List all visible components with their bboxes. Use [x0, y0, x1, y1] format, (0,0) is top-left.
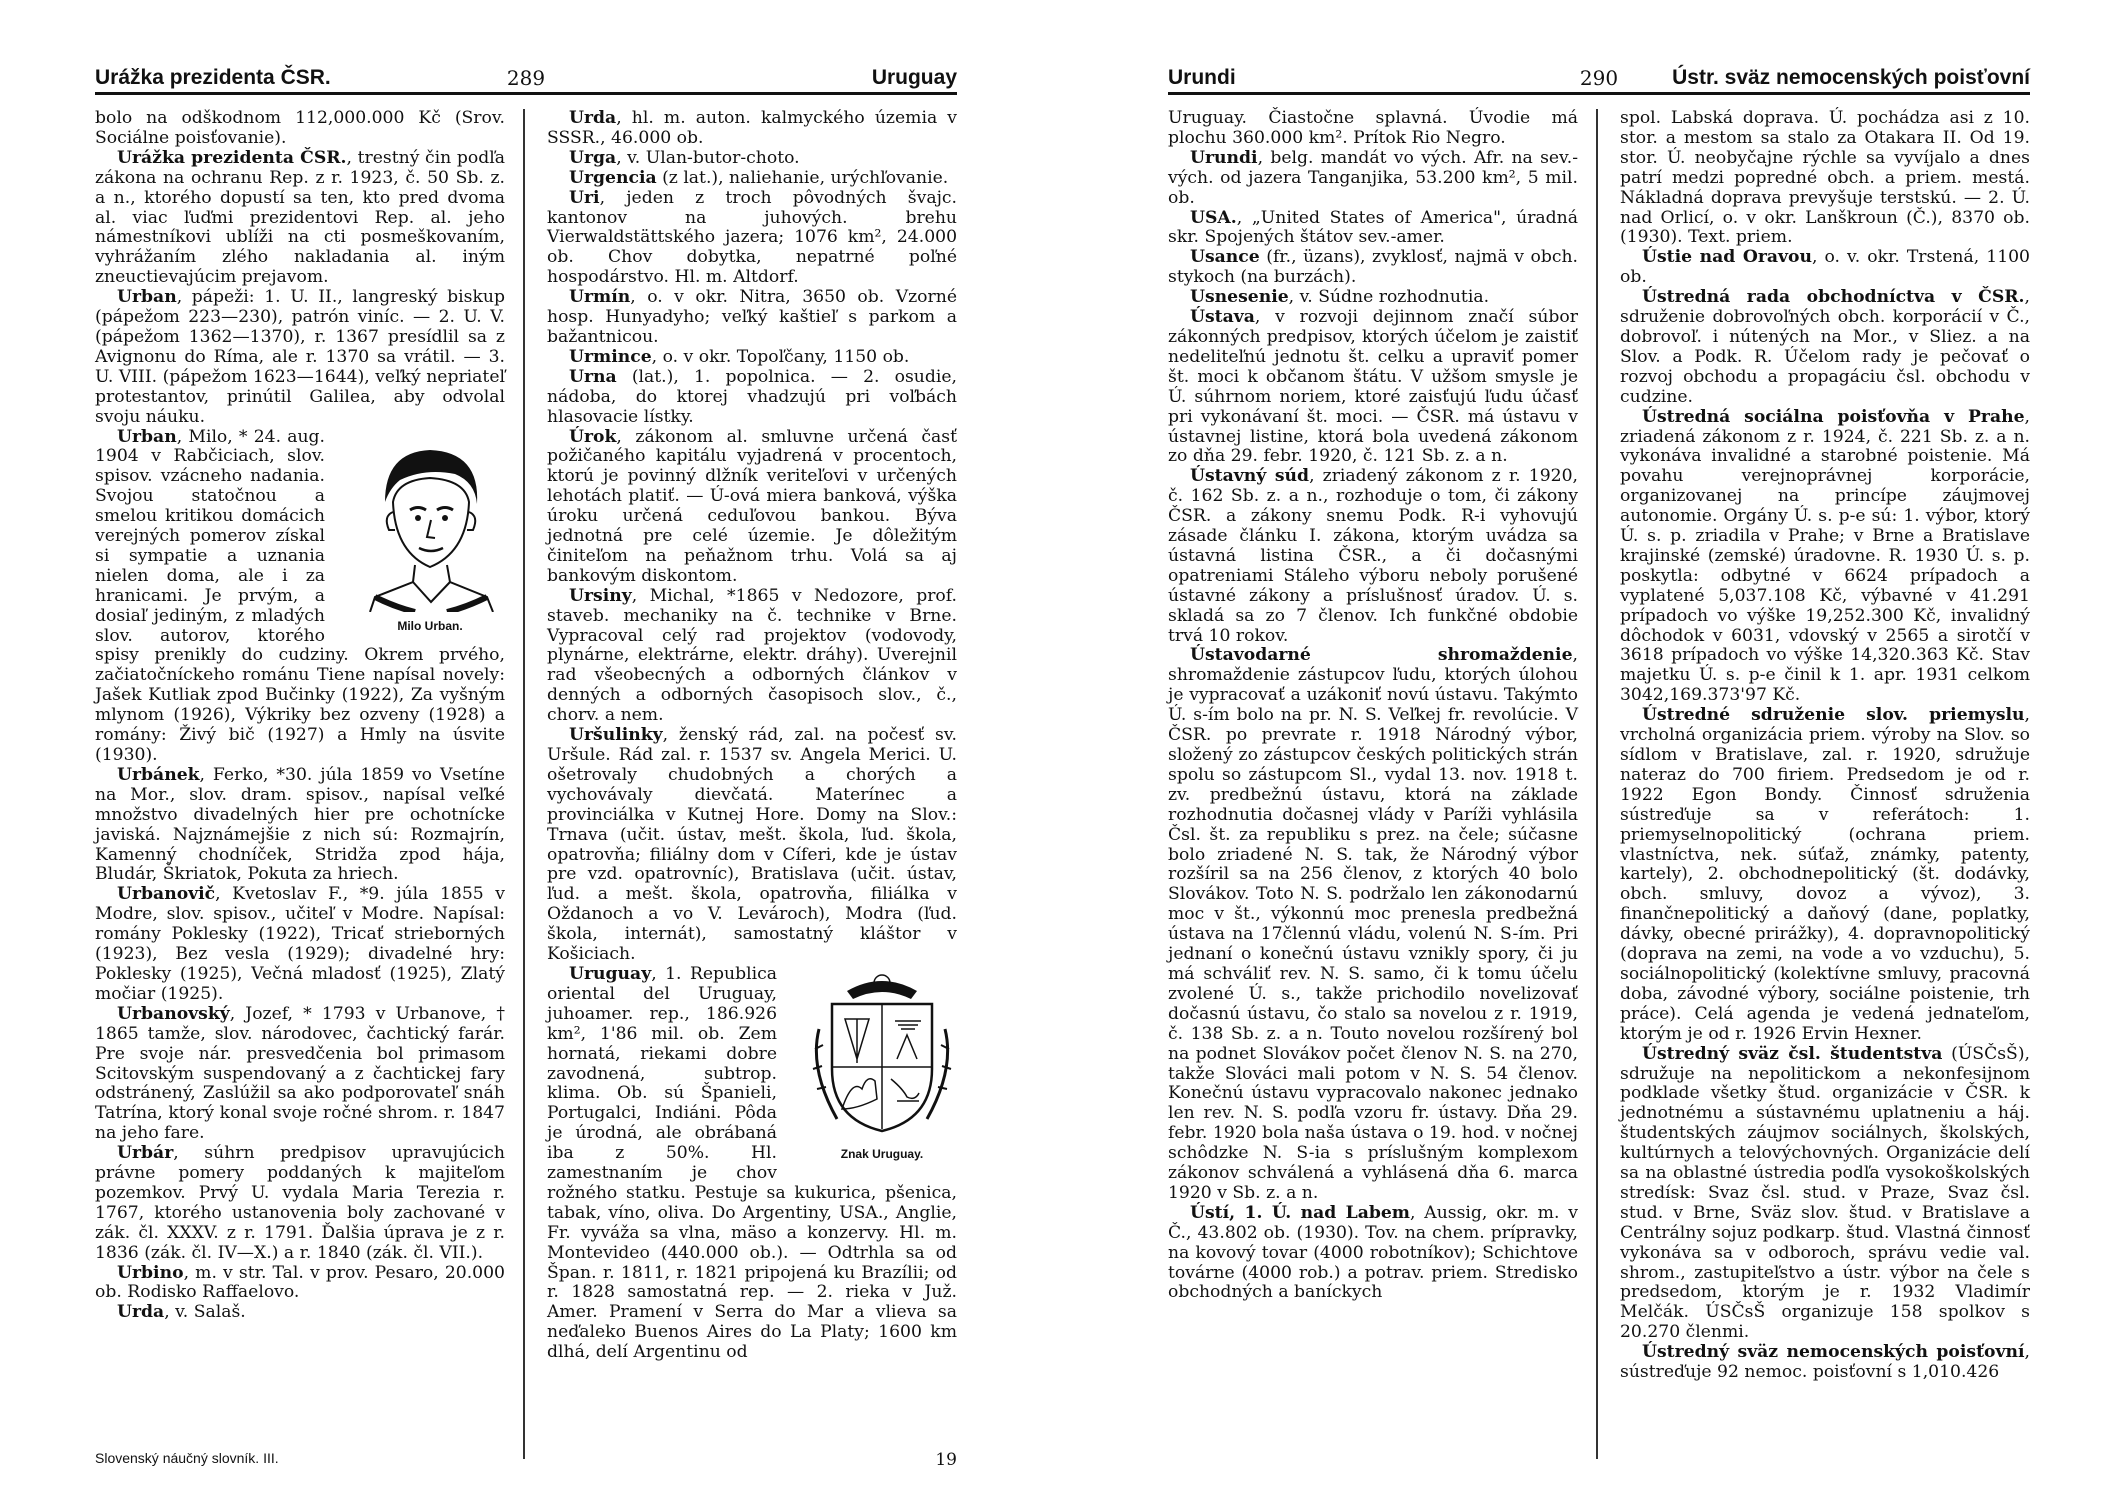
entry-headword: Uri: [569, 187, 600, 208]
dictionary-entry: [1168, 149, 1578, 209]
dictionary-entry: [547, 189, 957, 289]
entry-headword: Ústavný súd: [1190, 466, 1310, 487]
header-rule: [1168, 92, 2030, 95]
entry-text: , v. Súdne rozhodnutia.: [1288, 287, 1490, 308]
dictionary-entry: [95, 109, 505, 149]
footer-signature: 19: [935, 1450, 957, 1470]
entry-headword: Ústredný sväz čsl. študentstva: [1642, 1043, 1943, 1064]
entry-headword: Usnesenie: [1190, 287, 1289, 308]
dictionary-entry: [547, 149, 957, 169]
entry-text: , v. Ulan-butor-choto.: [616, 147, 800, 168]
dictionary-entry: [1620, 109, 2030, 248]
entry-headword: Urundi: [1190, 147, 1258, 168]
right-header-right: Ústr. sväz nemocenských poisťovní: [1672, 66, 2030, 89]
dictionary-entry: [1168, 248, 1578, 288]
coat-of-arms-figure: [785, 969, 957, 1165]
entry-text: , vrcholná organizácia priem. výroby na Slov. so sídlom v Bratislave, zal. r. 1920, sdružuje nateraz do 700 firiem. Predsedom je od r. 1922 Egon Bondy. Činnosť sdruženia sústreďuje sa v referátoch: 1. priemyselnopolitický (ochrana priem. vlastníctva, nek. súťaž, známky, patenty, kartely), 2. obchodnepolitický (št. dodávky, obch. smluvy, dovoz a vývoz), 3. finančnepolitický a daňový (dane, poplatky, dávky, obecné prirážky), 4. dopravnopolitický (doprava na zemi, na vode a vo vzduchu), 5. sociálnopolitický (kolektívne smluvy, pracovná doba, závodné výbory, sociálne poistenie, trh práce). Celá agenda je vedená jednateľom, ktorým je od r. 1926 Ervin Hexner.: [1620, 705, 2030, 1044]
entry-headword: Urgencia: [569, 167, 657, 188]
dictionary-entry: [1620, 1045, 2030, 1344]
entry-headword: Urbánek: [117, 764, 200, 785]
entry-text: , Milo, * 24. aug. 1904 v Rabčiciach, slov. spisov. vzácneho nadania. Svojou statočnou a smelou kritikou domácich verejných pomerov získal si sympatie a uznania nielen doma, ale i za hranicami. Je prvým, a dosiaľ jediným, z mladých slov. autorov, ktorého spisy prenikly do cudziny. Okrem prvého, začiatočníckeho románu Tiene napísal novely: Jašek Kutliak zpod Bučinky (1922), Za vyšným mlynom (1926), Výkriky bez ozveny (1928) a romány: Živý bič (1927) a Hmly na úsvite (1930).: [95, 426, 505, 765]
header-rule: [95, 92, 957, 95]
dictionary-entry: [1620, 1343, 2030, 1383]
right-column-1: [1168, 109, 1578, 1383]
dictionary-entry: [547, 348, 957, 368]
dictionary-entry: [1620, 706, 2030, 1044]
entry-text: , Kvetoslav F., *9. júla 1855 v Modre, slov. spisov., učiteľ v Modre. Napísal: romány Poklesky (1922), Tricať strieborných (1923), Bez vesla (1929); divadelné hry: Poklesky (1925), Večná mladosť (1925), Zlatý močiar (1925).: [95, 884, 505, 1004]
entry-headword: Ústie nad Oravou: [1642, 247, 1812, 268]
entry-headword: Úrok: [569, 426, 617, 447]
entry-text: Uruguay. Čiastočne splavná. Úvodie má plochu 360.000 km². Prítok Rio Negro.: [1168, 108, 1578, 148]
left-page-header: [95, 60, 957, 90]
dictionary-entry: [1168, 646, 1578, 1203]
entry-headword: Urda: [117, 1302, 165, 1323]
entry-headword: Urbanovský: [117, 1003, 230, 1024]
entry-headword: Urmín: [569, 287, 631, 308]
entry-text: , pápeži: 1. U. II., langreský biskup (pápežom 223—230), patrón viníc. — 2. U. V. (pápežom 1362—1370), r. 1367 presídlil sa z Avignonu do Ríma, ale r. 1370 sa vrátil. — 3. U. VIII. (pápežom 1623—1644), veľký nepriateľ protestantov, prinútil Galilea, aby odvolal svoju náuku.: [95, 287, 505, 427]
dictionary-entry: [547, 726, 957, 965]
entry-text: , súhrn predpisov upravujúcich právne pomery poddaných k majiteľom pozemkov. Prvý U. vydala Maria Terezia r. 1767, ktorého ustanovenia boly zachované v zák. čl. XXXV. z r. 1791. Ďalšia úprava je z r. 1836 (zák. čl. IV—X.) a r. 1840 (zák. čl. VII.).: [95, 1143, 505, 1263]
dictionary-entry: [547, 109, 957, 149]
entry-headword: Ursiny: [569, 585, 632, 606]
entry-text: , sdruženie dobrovoľných obch. korporácií v Č., dobrovoľ. i nútených na Mor., v Sliez. a na Slov. a Podk. R. Účelom rady je pečovať o rozvoj obchodu a propagáciu čsl. obchodu v cudzine.: [1620, 287, 2030, 407]
portrait-figure: [333, 432, 505, 638]
entry-text: , trestný čin podľa zákona na ochranu Rep. z r. 1923, č. 50 Sb. z. a n., ktorého dopustí sa ten, kto pred dvoma al. viac ľuďmi prezidentovi Rep. al. jeho námestníkovi ublíži na cti posmeškovaním, vyhrážaním zlého nakladania al. iným zneuctievajúcim prejavom.: [95, 147, 505, 288]
entry-text: , o. v. okr. Trstená, 1100 ob.: [1620, 247, 2030, 288]
right-header-left: Urundi: [1168, 66, 1236, 89]
footer-publication: Slovenský náučný slovník. III.: [95, 1450, 279, 1466]
dictionary-entry: [95, 885, 505, 1004]
left-page-number: 289: [506, 66, 546, 90]
entry-headword: Ústí, 1. Ú. nad Labem: [1190, 1202, 1410, 1223]
entry-text: (fr., üzans), zvyklosť, najmä v obch. stykoch (na burzách).: [1168, 247, 1578, 288]
dictionary-entry: [95, 1264, 505, 1304]
entry-headword: Ústredná sociálna poisťovňa v Prahe: [1642, 406, 2025, 427]
entry-text: , o. v okr. Nitra, 3650 ob. Vzorné hosp. Hunyadyho; veľký kaštieľ s parkom a bažantnicou.: [547, 287, 957, 347]
entry-text: , Ferko, *30. júla 1859 vo Vsetíne na Mor., slov. dram. spisov., napísal veľké množstvo divadelných hier pre ochotnícke javiská. Najznámejšie z nich sú: Rozmajrín, Kamenný chodníček, Stridža zpod hája, Bludár, Škriatok, Pokuta za hriech.: [95, 764, 505, 885]
dictionary-entry: [95, 149, 505, 288]
entry-text: , shromaždenie zástupcov ľudu, ktorých úlohou je vypracovať a uzákoniť novú ústavu. Takýmto Ú. s-ím bolo na pr. N. S. Veľkej fr. revolúcie. V ČSR. po prevrate r. 1918 Národný výbor, složený zo zástupcov českých politických strán spolu so zástupcom Sl., vydal 13. nov. 1918 t. zv. predbežnú ústavu, ktorá na základe rozhodnutia dočasnej vlády v Paríži vyhlásila Čsl. št. za republiku s prez. na čele; súčasne bolo zriadené N. S. tak, že Národný výbor rozšíril sa na 256 členov, z ktorých 40 bolo Slovákov. Toto N. S. podržalo len zákonodarnú moc v št., výkonnú moc prenesla predbežná ústava na 17člennú vládu, volenú N. S-ím. Pri jednaní o konečnú ústavu vznikly spory, či ju má schváliť rev. N. S. samo, či k tomu účelu zvolené Ú. s., takže prichodilo novelizovať dočasnú ústavu, čo stalo sa novelou z r. 1919, č. 138 Sb. z. a n. Touto novelou rozšírený bol na podnet Slovákov počet členov N. S. na 270, takže Slováci mali potom v N. S. 54 členov. Konečnú ústavu vypracovalo nakonec jednako len rev. N. S. podľa vzoru fr. ústavy. Dňa 29. febr. 1920 bola naša ústava o 19. hod. v nočnej schôdzke N. S-ia s príslušným komplexom zákonov schválená a vyhlásená dňa 6. marca 1920 v Sb. z. a n.: [1168, 645, 1578, 1203]
entry-text: , m. v str. Tal. v prov. Pesaro, 20.000 ob. Rodisko Raffaelovo.: [95, 1262, 505, 1303]
entry-text: spol. Labská doprava. Ú. pochádza asi z 10. stor. a mestom sa stalo za Otakara II. Od 19. stor. Ú. neobyčajne rýchle sa vyvíjalo a dnes patrí medzi popredné obch. a priem. mestá. Nákladná doprava prevyšuje terstskú. — 2. Ú. nad Orlicí, o. v okr. Lanškroun (Č.), 8370 ob. (1930). Text. priem.: [1620, 108, 2030, 248]
entry-text: , o. v okr. Topoľčany, 1150 ob.: [651, 346, 910, 367]
coat-of-arms-illustration: [807, 969, 957, 1139]
entry-text: , ženský rád, zal. na počesť sv. Uršule. Rád zal. r. 1537 sv. Angela Merici. U. ošetrovaly chudobných a chorých a vychovávaly dievčatá. Materínec a provinciálka v Kutnej Hore. Domy na Slov.: Trnava (učit. ústav, mešt. škola, ľud. škola, opatrovňa; filiálny dom v Cíferi, kde je ústav pre vzd. opatrovníc), Bratislava (učit. ústav, ľud. a mešt. škola, opatrovňa, filiálka v Oždanoch a vo V. Levároch), Modra (ľud. škola, internát), samostatný kláštor v Košiciach.: [547, 725, 957, 965]
entry-text: (z lat.), naliehanie, urýchľovanie.: [656, 167, 949, 188]
dictionary-entry: [95, 428, 505, 766]
left-column-2: [547, 109, 957, 1363]
entry-headword: Usance: [1190, 247, 1260, 268]
dictionary-entry: [95, 1005, 505, 1144]
portrait-illustration: [355, 432, 505, 612]
entry-text: , belg. mandát vo vých. Afr. na sev.-vých. od jazera Tanganjika, 53.200 km², 5 mil. ob.: [1168, 147, 1578, 208]
right-page-header: [1168, 60, 2030, 90]
dictionary-entry: [95, 1303, 505, 1323]
entry-headword: USA.: [1190, 207, 1237, 228]
dictionary-entry: [1168, 308, 1578, 467]
entry-headword: Ústredná rada obchodníctva v ČSR.: [1642, 287, 2025, 308]
dictionary-entry: [95, 288, 505, 427]
entry-text: , 1. Republica oriental del Uruguay, juhoamer. rep., 186.926 km², 1'86 mil. ob. Zem hornatá, riekami dobre zavodnená, subtrop. klima. Ob. sú Španieli, Portugalci, Indiáni. Pôda je úrodná, ale obrábaná iba z 50%. Hl. zamestnaním je chov rožného statku. Pestuje sa kukurica, pšenica, tabak, víno, oliva. Do Argentiny, USA., Anglie, Fr. vyváža sa vlna, mäso a konzervy. Hl. m. Montevideo (440.000 ob.). — Odtrhla sa od Špan. r. 1811, r. 1821 pripojená ku Brazílii; od r. 1828 samostatná rep. — 2. rieka v Juž. Amer. Pramení v Serra do Mar a vlieva sa neďaleko Buenos Aires do La Platy; 1600 km dlhá, delí Argentinu od: [547, 963, 957, 1363]
dictionary-entry: [1168, 209, 1578, 249]
entry-text: , Jozef, * 1793 v Urbanove, † 1865 tamže, slov. národovec, čachtický farár. Pre svoje nár. presvedčenia bol primasom Scitovským suspendovaný a z čachtickej fary odstránený, Zaslúžil sa ako podporovateľ snáh Tatrína, ktorý konal svoje ročné shrom. r. 1847 na jeho fare.: [95, 1003, 505, 1144]
figure-caption: Znak Uruguay.: [840, 1146, 924, 1161]
entry-headword: Urban: [117, 426, 177, 447]
left-columns: [95, 109, 957, 1363]
right-columns: [1168, 109, 2030, 1383]
dictionary-entry: [1620, 248, 2030, 288]
entry-headword: Urmince: [569, 346, 652, 367]
dictionary-entry: [547, 169, 957, 189]
dictionary-entry: [547, 368, 957, 428]
left-page: [95, 60, 957, 1470]
entry-headword: Urban: [117, 287, 177, 308]
entry-headword: Ústredné sdruženie slov. priemyslu: [1642, 705, 2025, 726]
dictionary-entry: [1620, 288, 2030, 407]
dictionary-entry: [95, 766, 505, 885]
entry-text: , zriadená zákonom z r. 1924, č. 221 Sb. z. a n. vykonáva invalidné a starobné poistenie. Má povahu verejnoprávnej korporácie, organizovanej na princípe záujmovej autonomie. Orgány Ú. s. p-e sú: 1. výbor, ktorý Ú. s. p. zriadila v Prahe; v Brne a Bratislave krajinské (zemské) úradovne. R. 1930 Ú. s. p. poskytla: odbytné v 6624 prípadoch a vyplatené 5,037.108 Kč, výbavné v 41.291 prípadoch vo výške 19,252.300 Kč, invalidný dôchodok v 6031, vdovský v 2565 a sirotčí v 3618 prípadoch vo výške 14,320.363 Kč. Stav majetku Ú. s. p-e činil k 1. apr. 1931 celkom 3042,169.373'97 Kč.: [1620, 406, 2030, 706]
dictionary-entry: [547, 288, 957, 348]
entry-headword: Ústava: [1190, 307, 1255, 328]
dictionary-entry: [1620, 408, 2030, 707]
dictionary-entry: [1168, 109, 1578, 149]
figure-caption: Milo Urban.: [397, 619, 463, 634]
entry-text: , „United States of America", úradná skr. Spojených štátov sev.-amer.: [1168, 207, 1578, 248]
entry-text: , v. Salaš.: [164, 1302, 246, 1323]
right-page-number: 290: [1579, 66, 1619, 90]
dictionary-entry: [1168, 1204, 1578, 1304]
entry-headword: Urbino: [117, 1262, 184, 1283]
column-divider: [1596, 109, 1598, 1459]
entry-headword: Uruguay: [569, 963, 652, 984]
entry-text: , jeden z troch pôvodných švajc. kantonov na juhových. brehu Vierwaldstättského jazera; 1076 km², 24.000 ob. Chov dobytka, nepatrné poľné hospodárstvo. Hl. m. Altdorf.: [547, 187, 957, 288]
entry-headword: Ústredný sväz nemocenských poisťovní: [1642, 1342, 2025, 1363]
entry-text: (lat.), 1. popolnica. — 2. osudie, nádoba, do ktorej vhadzujú pri voľbách hlasovacie lístky.: [547, 366, 957, 427]
left-header-left: Urážka prezidenta ČSR.: [95, 66, 331, 89]
entry-text: , Michal, *1865 v Nedozore, prof. staveb. mechaniky na č. technike v Brne. Vypracoval celý rad projektov (vodovody, plynárne, elektrárne, elektr. dráhy). Uverejnil rad všeobecných a odborných článkov v denných a odborných časopisoch slov., č., chorv. a nem.: [547, 585, 957, 726]
entry-headword: Urda: [569, 108, 617, 128]
entry-headword: Urbanovič: [117, 884, 216, 905]
right-page: [1168, 60, 2030, 1383]
dictionary-entry: [1168, 288, 1578, 308]
entry-headword: Urna: [569, 366, 617, 387]
dictionary-entry: [95, 1144, 505, 1263]
entry-text: bolo na odškodnom 112,000.000 Kč (Srov. Sociálne poisťovanie).: [95, 108, 505, 148]
dictionary-entry: [1168, 467, 1578, 646]
entry-headword: Uršulinky: [569, 725, 663, 746]
entry-headword: Urážka prezidenta ČSR.: [117, 147, 347, 168]
column-divider: [523, 109, 525, 1459]
dictionary-entry: [547, 428, 957, 587]
entry-headword: Ústavodarné shromaždenie: [1190, 645, 1573, 666]
entry-text: , v rozvoji dejinnom značí súbor zákonných predpisov, ktorých účelom je zaistiť nedeliteľnú jednotu št. celku a upraviť pomer št. moci k občanom štátu. V užšom smysle je Ú. súhrnom noriem, ktoré zaisťujú ľudu účasť pri vykonávaní št. moci. — ČSR. má ústavu v ústavnej listine, ktorá bola uvedená zákonom zo dňa 29. febr. 1920, č. 121 Sb. z. a n.: [1168, 307, 1578, 467]
entry-headword: Urbár: [117, 1143, 174, 1164]
entry-text: , hl. m. auton. kalmyckého územia v SSSR., 46.000 ob.: [547, 108, 957, 148]
left-header-right: Uruguay: [871, 66, 957, 89]
entry-text: (ÚSČsŠ), sdružuje na nepolitickom a nekonfesijnom podklade všetky štud. organizácie v ČSR. k jednotnému a sústavnému uplatneniu a háj. študentských záujmov sociálnych, školských, kultúrnych a telovýchovných. Organizácie delí sa na oblastné ústredia podľa vysokoškolských stredísk: Svaz čsl. stud. v Praze, Svaz čsl. stud. v Brne, Sväz slov. štud. v Bratislave a Centrálny sojuz podkarp. štud. Vlastná činnosť vykonáva sa v odboroch, správu vedie val. shrom., zastupiteľstvo a ústr. výbor na čele s predsedom, ktorým je r. 1932 Vladimír Melčák. ÚSČsŠ organizuje 158 spolkov s 20.270 členmi.: [1620, 1043, 2030, 1343]
entry-headword: Urga: [569, 147, 617, 168]
entry-text: , Aussig, okr. m. v Č., 43.802 ob. (1930). Tov. na chem. prípravky, na kovový tovar (4000 robotníkov); Schichtove továrne (4000 rob.) a potrav. priem. Stredisko obchodných a baníckych: [1168, 1202, 1578, 1303]
entry-text: , zákonom al. smluvne určená časť požičaného kapitálu vyjadrená v procentoch, ktorú je povinný dlžník veriteľovi v určených lehotách platiť. — Ú-ová miera banková, výška úroku určená ceduľovou bankou. Býva jednotná pre celé územie. Je dôležitým činiteľom na peňažnom trhu. Volá sa aj bankovým diskontom.: [547, 426, 957, 586]
entry-text: , zriadený zákonom z r. 1920, č. 162 Sb. z. a n., rozhoduje o tom, či zákony ČSR. a zákony snemu Podk. R-i vyhovujú zásade článku I. zákona, ktorým uvádza sa ústavná listina ČSR., a či dočasnými opatreniami Stáleho výboru neboly porušené ústavné zákony a príslušnosť úradov. Ú. s. skladá sa zo 7 členov. Ich funkčné obdobie trvá 10 rokov.: [1168, 466, 1578, 646]
entry-text: , sústreďuje 92 nemoc. poisťovní s 1,010.426: [1620, 1342, 2030, 1383]
right-column-2: [1620, 109, 2030, 1383]
dictionary-entry: [547, 965, 957, 1363]
left-column-1: [95, 109, 505, 1363]
dictionary-entry: [547, 587, 957, 726]
